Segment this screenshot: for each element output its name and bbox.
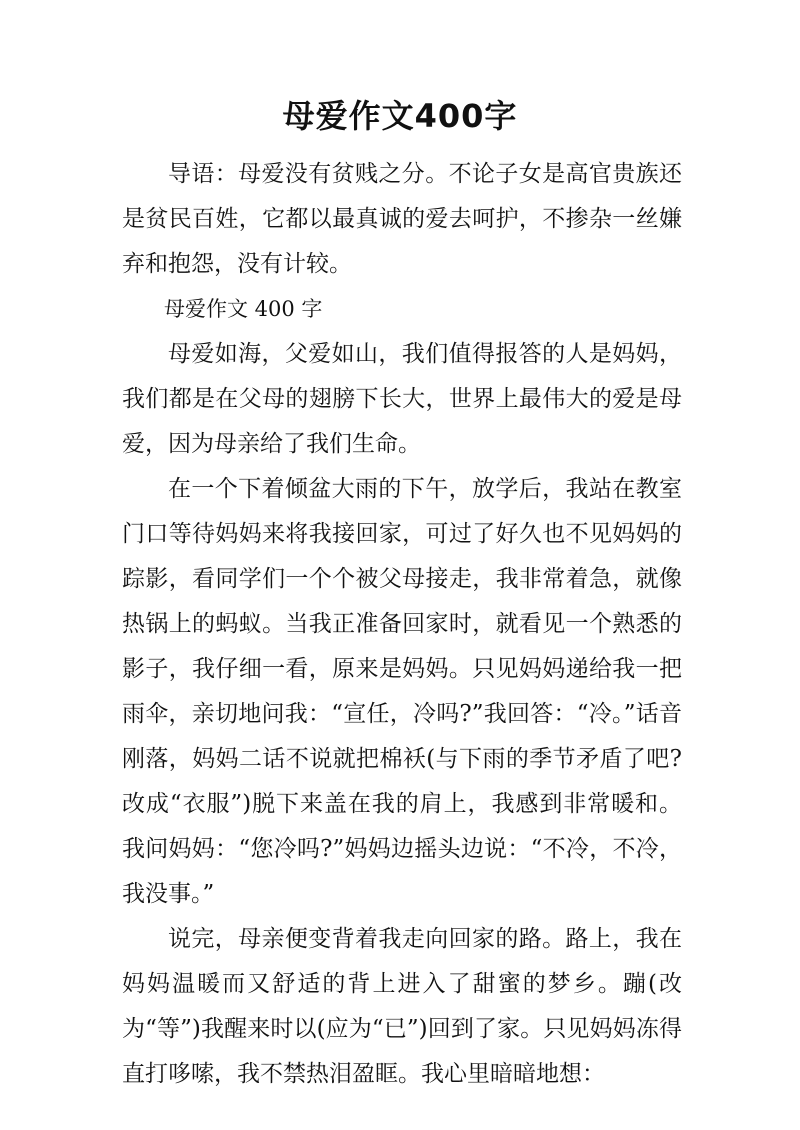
paragraph-subtitle: 母爱作文 400 字 bbox=[164, 297, 323, 321]
paragraph-3: 说完，母亲便变背着我走向回家的路。路上，我在妈妈温暖而又舒适的背上进入了甜蜜的梦乡。蹦(改为“等”)我醒来时以(应为“已”)回到了家。只见妈妈冻得直打哆嗦，我不禁热泪盈眶。我心里暗暗地想： bbox=[122, 926, 682, 1087]
paragraph-1: 母爱如海，父爱如山，我们值得报答的人是妈妈，我们都是在父母的翅膀下长大，世界上最伟大的爱是母爱，因为母亲给了我们生命。 bbox=[122, 341, 682, 457]
paragraph-2: 在一个下着倾盆大雨的下午，放学后，我站在教室门口等待妈妈来将我接回家，可过了好久也不见妈妈的踪影，看同学们一个个被父母接走，我非常着急，就像热锅上的蚂蚁。当我正准备回家时，就看见一个熟悉的影子，我仔细一看，原来是妈妈。只见妈妈递给我一把雨伞，亲切地问我：“宣任，冷吗?”我回答：“冷。”话音刚落，妈妈二话不说就把棉袄(与下雨的季节矛盾了吧?改成“衣服”)脱下来盖在我的肩上，我感到非常暖和。我问妈妈：“您冷吗?”妈妈边摇头边说：“不冷，不冷，我没事。” bbox=[122, 476, 682, 907]
document-body bbox=[122, 152, 682, 1097]
document-title: 母爱作文400字 bbox=[282, 97, 518, 135]
paragraph-intro: 导语：母爱没有贫贱之分。不论子女是高官贵族还是贫民百姓，它都以最真诚的爱去呵护，不掺杂一丝嫌弃和抱怨，没有计较。 bbox=[122, 161, 682, 277]
